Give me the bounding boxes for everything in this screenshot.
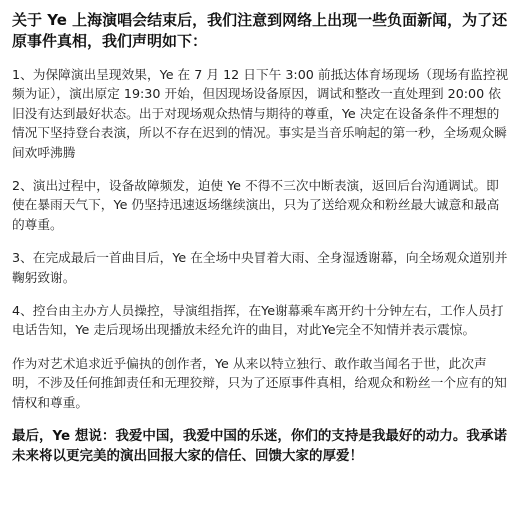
paragraph-equipment-timeline: 1、为保障演出呈现效果，Ye 在 7 月 12 日下午 3:00 前抵达体育场现场（现场有监控视频为证），演出原定 19:30 开始，但因现场设备原因，调试和整改一直处理到 20:00 依旧没有达到最好状态。出于对现场观众热情与期待的尊重，Ye 决定在设备条件不理想的情况下坚持登台表演，所以不存在迟到的情况。事实是当音乐响起的第一秒，全场观众瞬间欢呼沸腾 [12, 67, 509, 160]
paragraph-control-desk: 4、控台由主办方人员操控，导演组指挥，在Ye谢幕乘车离开约十分钟左右，工作人员打电话告知，Ye 走后现场出现播放未经允许的曲目，对此Ye完全不知情并表示震惊。 [12, 303, 504, 338]
paragraph-curtain-call: 3、在完成最后一首曲目后，Ye 在全场中央冒着大雨、全身湿透谢幕，向全场观众道别并鞠躬致谢。 [12, 250, 508, 285]
statement-document [12, 10, 510, 466]
closing-message: 最后，Ye 想说：我爱中国，我爱中国的乐迷，你们的支持是我最好的动力。我承诺未来将以更完美的演出回报大家的信任、回馈大家的厚爱！ [12, 428, 507, 465]
paragraph-artist-statement: 作为对艺术追求近乎偏执的创作者，Ye 从来以特立独行、敢作敢当闻名于世，此次声明，不涉及任何推卸责任和无理狡辩，只为了还原事件真相，给观众和粉丝一个应有的知情权和尊重。 [12, 355, 507, 410]
statement-heading: 关于 Ye 上海演唱会结束后，我们注意到网络上出现一些负面新闻，为了还原事件真相，我们声明如下： [12, 11, 508, 50]
paragraph-performance-interruptions: 2、演出过程中，设备故障频发，迫使 Ye 不得不三次中断表演，返回后台沟通调试。即使在暴雨天气下，Ye 仍坚持迅速返场继续演出，只为了送给观众和粉丝最大诚意和最高的尊重。 [12, 178, 500, 232]
